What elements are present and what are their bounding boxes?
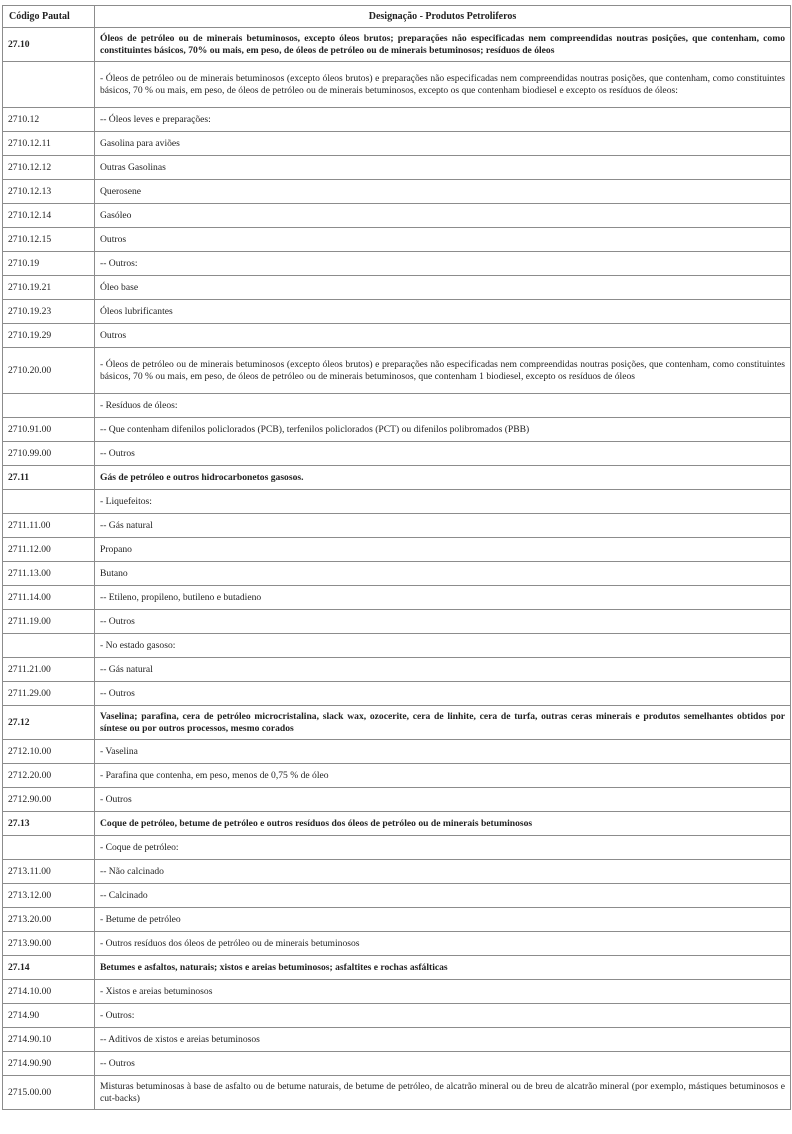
product-designation: -- Outros xyxy=(95,682,791,706)
tariff-code xyxy=(3,62,95,108)
product-designation: -- Óleos leves e preparações: xyxy=(95,108,791,132)
table-row xyxy=(3,348,791,394)
table-row xyxy=(3,562,791,586)
product-designation: -- Que contenham difenilos policlorados (PCB), terfenilos policlorados (PCT) ou difenilos polibromados (PBB) xyxy=(95,418,791,442)
product-designation: - Resíduos de óleos: xyxy=(95,394,791,418)
table-row xyxy=(3,884,791,908)
table-row xyxy=(3,610,791,634)
product-designation: -- Não calcinado xyxy=(95,860,791,884)
tariff-code: 2711.21.00 xyxy=(3,658,95,682)
table-row xyxy=(3,908,791,932)
product-designation: - Betume de petróleo xyxy=(95,908,791,932)
tariff-code xyxy=(3,490,95,514)
product-designation: Gás de petróleo e outros hidrocarbonetos gasosos. xyxy=(95,466,791,490)
tariff-code: 2711.19.00 xyxy=(3,610,95,634)
tariff-code xyxy=(3,394,95,418)
product-designation: Gasolina para aviões xyxy=(95,132,791,156)
tariff-code: 27.14 xyxy=(3,956,95,980)
tariff-code: 27.13 xyxy=(3,812,95,836)
product-designation: Óleos lubrificantes xyxy=(95,300,791,324)
table-row xyxy=(3,204,791,228)
table-row xyxy=(3,466,791,490)
table-row xyxy=(3,1076,791,1110)
table-row xyxy=(3,156,791,180)
table-row xyxy=(3,180,791,204)
tariff-code: 2711.13.00 xyxy=(3,562,95,586)
table-row xyxy=(3,764,791,788)
product-designation: Outras Gasolinas xyxy=(95,156,791,180)
table-row xyxy=(3,1004,791,1028)
tariff-code: 2711.11.00 xyxy=(3,514,95,538)
product-designation: -- Outros: xyxy=(95,252,791,276)
product-designation: -- Gás natural xyxy=(95,514,791,538)
product-designation: Misturas betuminosas à base de asfalto ou de betume naturais, de betume de petróleo, de alcatrão mineral ou de breu de alcatrão mineral (por exemplo, mástiques betuminosos e cut-backs) xyxy=(95,1076,791,1110)
tariff-code: 2710.19.21 xyxy=(3,276,95,300)
table-row xyxy=(3,300,791,324)
tariff-code: 2712.90.00 xyxy=(3,788,95,812)
product-designation: - Parafina que contenha, em peso, menos de 0,75 % de óleo xyxy=(95,764,791,788)
product-designation: Betumes e asfaltos, naturais; xistos e areias betuminosos; asfaltites e rochas asfálticas xyxy=(95,956,791,980)
product-designation: - Outros resíduos dos óleos de petróleo ou de minerais betuminosos xyxy=(95,932,791,956)
product-designation: - Liquefeitos: xyxy=(95,490,791,514)
table-header-row xyxy=(3,6,791,28)
tariff-code: 2711.29.00 xyxy=(3,682,95,706)
tariff-code: 2713.90.00 xyxy=(3,932,95,956)
tariff-code: 2710.12.14 xyxy=(3,204,95,228)
tariff-code: 2713.11.00 xyxy=(3,860,95,884)
table-row xyxy=(3,836,791,860)
tariff-code xyxy=(3,634,95,658)
table-row xyxy=(3,514,791,538)
tariff-code: 2710.19.23 xyxy=(3,300,95,324)
table-row xyxy=(3,740,791,764)
column-header-code: Código Pautal xyxy=(3,6,95,28)
product-designation: -- Outros xyxy=(95,610,791,634)
table-row xyxy=(3,252,791,276)
tariff-code: 2710.12.11 xyxy=(3,132,95,156)
tariff-table xyxy=(2,5,791,1110)
product-designation: Gasóleo xyxy=(95,204,791,228)
product-designation: Butano xyxy=(95,562,791,586)
product-designation: -- Etileno, propileno, butileno e butadieno xyxy=(95,586,791,610)
product-designation: -- Calcinado xyxy=(95,884,791,908)
table-row xyxy=(3,932,791,956)
table-row xyxy=(3,62,791,108)
tariff-code: 2712.10.00 xyxy=(3,740,95,764)
tariff-code: 2714.10.00 xyxy=(3,980,95,1004)
product-designation: -- Aditivos de xistos e areias betuminosos xyxy=(95,1028,791,1052)
product-designation: Óleos de petróleo ou de minerais betuminosos, excepto óleos brutos; preparações não especificadas nem compreendidas noutras posições, que contenham, como constituintes básicos, 70% ou mais, em peso, de óleos de petróleo ou de minerais betuminosos; resíduos de óleos xyxy=(95,28,791,62)
tariff-code: 2713.20.00 xyxy=(3,908,95,932)
tariff-code xyxy=(3,836,95,860)
table-row xyxy=(3,418,791,442)
table-row xyxy=(3,1052,791,1076)
tariff-code: 2711.14.00 xyxy=(3,586,95,610)
tariff-code: 27.12 xyxy=(3,706,95,740)
tariff-code: 2714.90.90 xyxy=(3,1052,95,1076)
product-designation: - Óleos de petróleo ou de minerais betuminosos (excepto óleos brutos) e preparações não especificadas nem compreendidas noutras posições, que contenham, como constituintes básicos, 70 % ou mais, em peso, de óleos de petróleo ou de minerais betuminosos, que contenham 1 biodiesel, excepto os resíduos de óleos xyxy=(95,348,791,394)
table-row xyxy=(3,1028,791,1052)
tariff-code: 2710.19.29 xyxy=(3,324,95,348)
product-designation: Coque de petróleo, betume de petróleo e outros resíduos dos óleos de petróleo ou de minerais betuminosos xyxy=(95,812,791,836)
product-designation: - Óleos de petróleo ou de minerais betuminosos (excepto óleos brutos) e preparações não especificadas nem compreendidas noutras posições, que contenham, como constituintes básicos, 70 % ou mais, em peso, de óleos de petróleo ou de minerais betuminosos, excepto os que contenham biodiesel e excepto os resíduos de óleos: xyxy=(95,62,791,108)
product-designation: -- Outros xyxy=(95,442,791,466)
tariff-code: 2713.12.00 xyxy=(3,884,95,908)
tariff-code: 2710.12.12 xyxy=(3,156,95,180)
table-body xyxy=(3,28,791,1110)
table-row xyxy=(3,788,791,812)
product-designation: Vaselina; parafina, cera de petróleo microcristalina, slack wax, ozocerite, cera de linhite, cera de turfa, outras ceras minerais e produtos semelhantes obtidos por síntese ou por outros processos, mesmo corados xyxy=(95,706,791,740)
tariff-code: 2715.00.00 xyxy=(3,1076,95,1110)
tariff-code: 2710.91.00 xyxy=(3,418,95,442)
table-row xyxy=(3,706,791,740)
table-row xyxy=(3,324,791,348)
column-header-designation: Designação - Produtos Petroliferos xyxy=(95,6,791,28)
tariff-code: 27.11 xyxy=(3,466,95,490)
tariff-code: 2714.90 xyxy=(3,1004,95,1028)
table-row xyxy=(3,490,791,514)
tariff-code: 2710.12.13 xyxy=(3,180,95,204)
table-row xyxy=(3,132,791,156)
product-designation: - Coque de petróleo: xyxy=(95,836,791,860)
tariff-code: 2714.90.10 xyxy=(3,1028,95,1052)
product-designation: - Xistos e areias betuminosos xyxy=(95,980,791,1004)
product-designation: Querosene xyxy=(95,180,791,204)
tariff-code: 2710.12 xyxy=(3,108,95,132)
tariff-code: 2711.12.00 xyxy=(3,538,95,562)
product-designation: - Outros xyxy=(95,788,791,812)
product-designation: Óleo base xyxy=(95,276,791,300)
table-row xyxy=(3,980,791,1004)
product-designation: - Outros: xyxy=(95,1004,791,1028)
tariff-code: 27.10 xyxy=(3,28,95,62)
tariff-code: 2710.12.15 xyxy=(3,228,95,252)
tariff-code: 2710.19 xyxy=(3,252,95,276)
product-designation: -- Outros xyxy=(95,1052,791,1076)
table-row xyxy=(3,538,791,562)
table-row xyxy=(3,276,791,300)
tariff-code: 2710.99.00 xyxy=(3,442,95,466)
table-row xyxy=(3,658,791,682)
table-row xyxy=(3,442,791,466)
table-row xyxy=(3,586,791,610)
tariff-code: 2712.20.00 xyxy=(3,764,95,788)
table-row xyxy=(3,860,791,884)
table-row xyxy=(3,228,791,252)
table-row xyxy=(3,28,791,62)
table-row xyxy=(3,394,791,418)
table-row xyxy=(3,812,791,836)
table-row xyxy=(3,108,791,132)
tariff-code: 2710.20.00 xyxy=(3,348,95,394)
product-designation: Propano xyxy=(95,538,791,562)
product-designation: Outros xyxy=(95,228,791,252)
product-designation: - Vaselina xyxy=(95,740,791,764)
product-designation: -- Gás natural xyxy=(95,658,791,682)
table-row xyxy=(3,634,791,658)
product-designation: - No estado gasoso: xyxy=(95,634,791,658)
table-row xyxy=(3,956,791,980)
product-designation: Outros xyxy=(95,324,791,348)
table-row xyxy=(3,682,791,706)
